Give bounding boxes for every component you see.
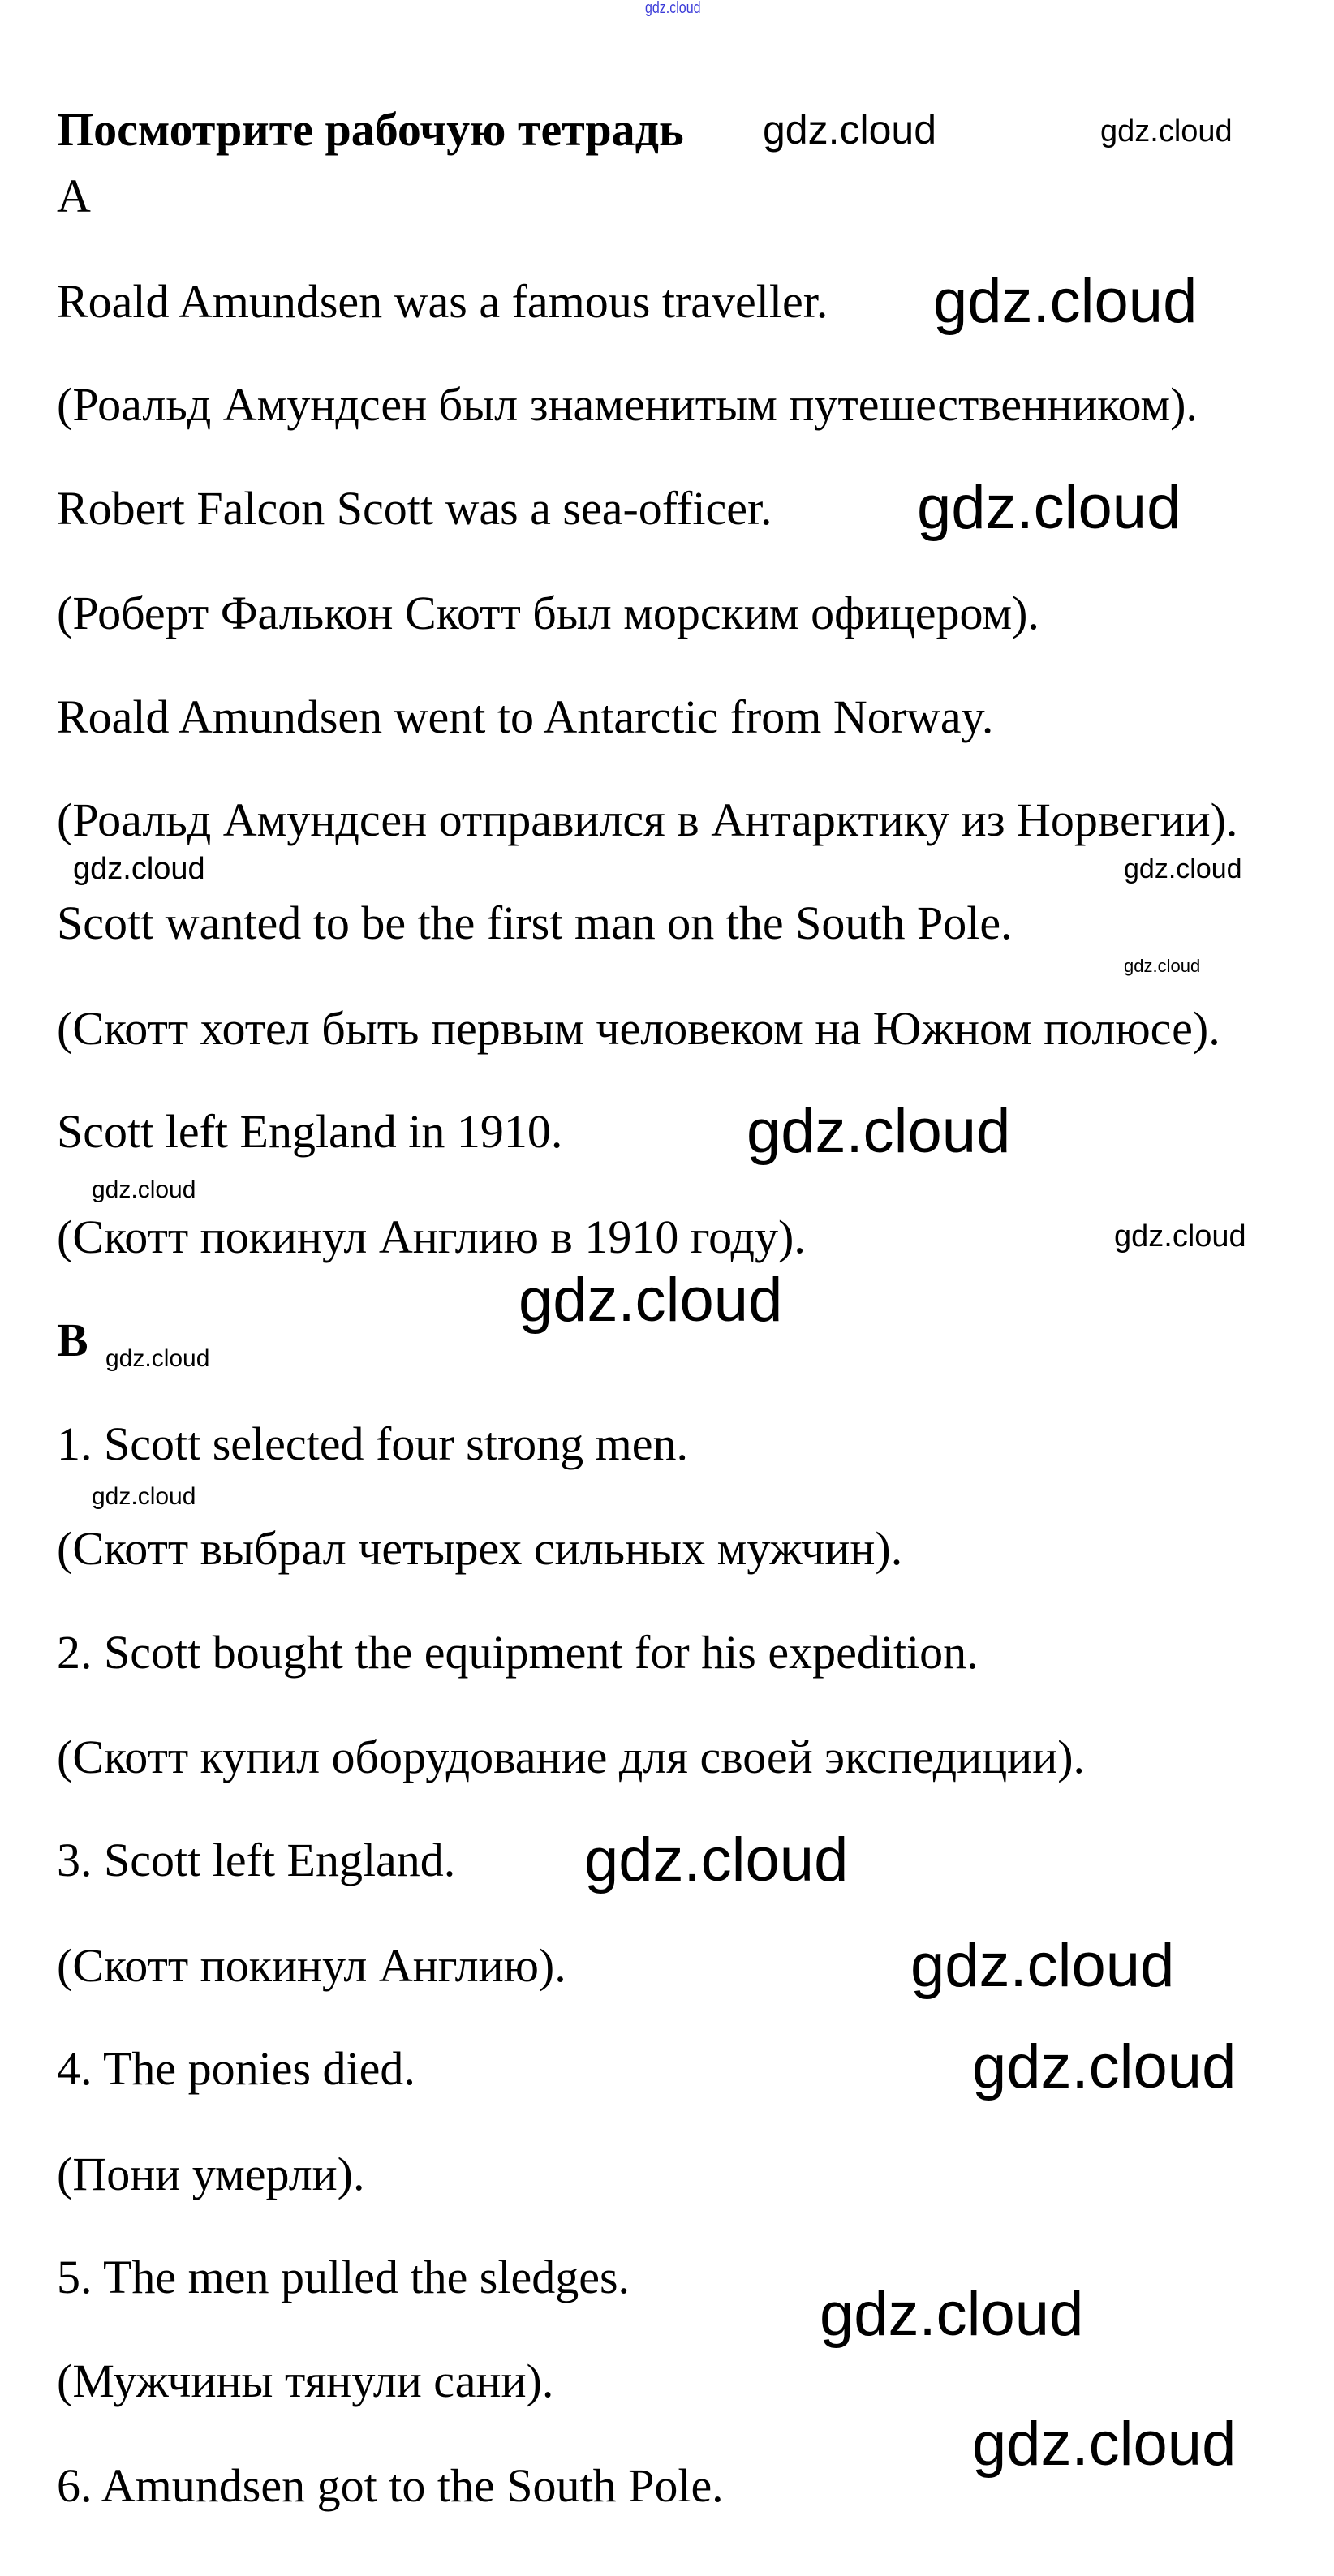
watermark: gdz.cloud	[1100, 114, 1233, 148]
watermark: gdz.cloud	[820, 2280, 1084, 2349]
answer-line: 5. The men pulled the sledges.	[57, 2251, 630, 2303]
answer-line: Scott wanted to be the first man on the South Pole.	[57, 897, 1013, 949]
watermark: gdz.cloud	[92, 1483, 196, 1510]
translation-line: (Роальд Амундсен был знаменитым путешественником).	[57, 378, 1198, 431]
watermark: gdz.cloud	[105, 1345, 210, 1372]
watermark: gdz.cloud	[584, 1826, 849, 1894]
watermark: gdz.cloud	[645, 0, 701, 17]
watermark: gdz.cloud	[1124, 854, 1242, 884]
watermark: gdz.cloud	[519, 1266, 783, 1335]
answer-line: Scott left England in 1910.	[57, 1105, 563, 1158]
translation-line: (Скотт покинул Англию в 1910 году).	[57, 1211, 806, 1263]
watermark: gdz.cloud	[910, 1931, 1175, 2000]
translation-line: (Скотт хотел быть первым человеком на Южном полюсе).	[57, 1002, 1220, 1055]
watermark: gdz.cloud	[763, 107, 937, 153]
translation-line: (Скотт купил оборудование для своей экспедиции).	[57, 1731, 1086, 1783]
section-a-label: A	[57, 170, 91, 222]
watermark: gdz.cloud	[1124, 956, 1201, 976]
answer-line: Robert Falcon Scott was a sea-officer.	[57, 482, 772, 535]
watermark: gdz.cloud	[73, 852, 205, 886]
translation-line: (Роберт Фалькон Скотт был морским офицером).	[57, 587, 1039, 639]
translation-line: (Пони умерли).	[57, 2148, 365, 2200]
answer-line: 1. Scott selected four strong men.	[57, 1417, 688, 1470]
page-heading: Посмотрите рабочую тетрадь	[57, 103, 684, 156]
watermark: gdz.cloud	[933, 267, 1198, 336]
watermark: gdz.cloud	[92, 1176, 196, 1203]
translation-line: (Скотт выбрал четырех сильных мужчин).	[57, 1522, 903, 1575]
watermark: gdz.cloud	[972, 2032, 1237, 2101]
watermark: gdz.cloud	[972, 2410, 1237, 2479]
answer-line: 2. Scott bought the equipment for his expedition.	[57, 1626, 979, 1679]
watermark: gdz.cloud	[747, 1097, 1011, 1166]
translation-line: (Роальд Амундсен отправился в Антарктику из Норвегии).	[57, 793, 1238, 846]
watermark: gdz.cloud	[917, 473, 1181, 542]
answer-line: Roald Amundsen was a famous traveller.	[57, 275, 828, 328]
section-b-label: B	[57, 1314, 88, 1366]
watermark: gdz.cloud	[1114, 1219, 1246, 1254]
answer-line: 6. Amundsen got to the South Pole.	[57, 2459, 724, 2512]
answer-line: Roald Amundsen went to Antarctic from Norway.	[57, 690, 994, 743]
translation-line: (Скотт покинул Англию).	[57, 1939, 566, 1992]
translation-line: (Мужчины тянули сани).	[57, 2355, 554, 2407]
answer-line: 4. The ponies died.	[57, 2042, 415, 2095]
answer-line: 3. Scott left England.	[57, 1834, 456, 1886]
